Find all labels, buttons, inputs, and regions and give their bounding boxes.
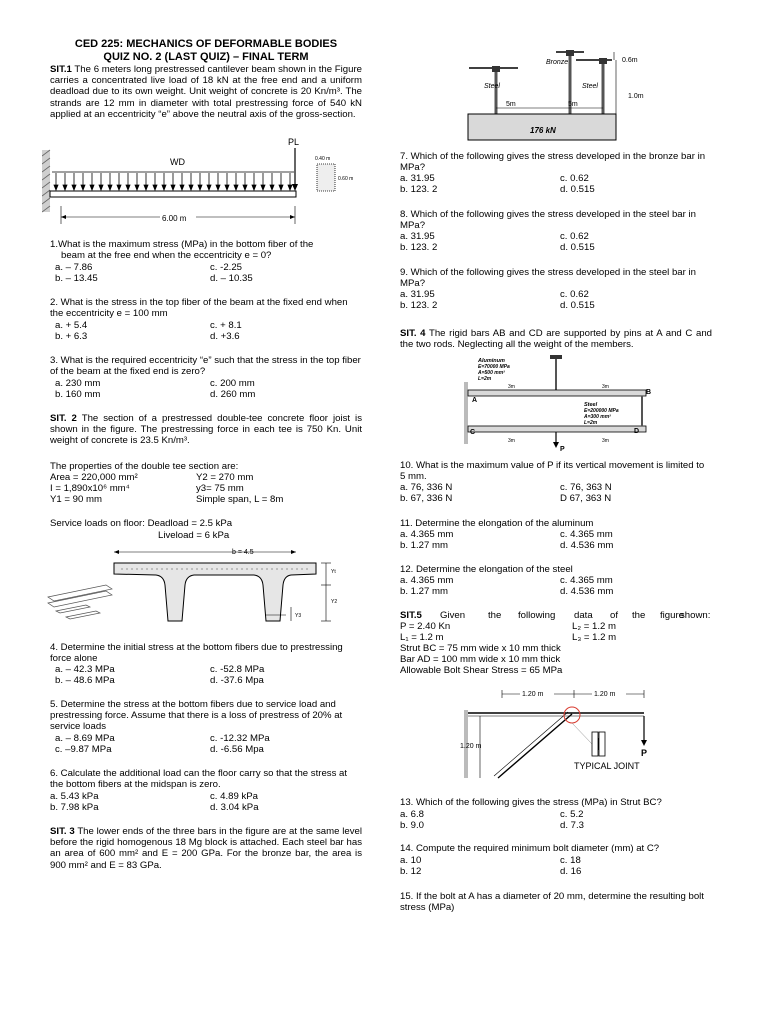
wd-arrow-head: [90, 185, 94, 190]
q4-choice-b[interactable]: b. – 48.6 MPa: [55, 675, 115, 686]
strut-bar-figure: [460, 686, 700, 786]
section-height: 0.60 m: [338, 176, 354, 182]
double-tee-figure: [46, 545, 364, 633]
sit3-text: [50, 826, 362, 871]
wd-arrow-head: [252, 185, 256, 190]
q3-choice-d[interactable]: d. 260 mm: [210, 389, 256, 400]
wd-arrow-head: [135, 185, 139, 190]
span-right-label: 5m: [568, 101, 578, 108]
rigid-bar-ab: [468, 390, 646, 396]
q6-choice-c[interactable]: c. 4.89 kPa: [210, 791, 258, 802]
q14-choice-a[interactable]: a. 10: [400, 855, 422, 866]
sit5-l2: L₂ = 1.2 m: [572, 621, 616, 632]
sit5-word-figure: figure: [660, 610, 684, 621]
wd-arrow-head: [180, 185, 184, 190]
sit5-allow: Allowable Bolt Shear Stress = 65 MPa: [400, 665, 563, 676]
wd-arrow-head: [216, 185, 220, 190]
al-e: E=70000 MPa: [478, 364, 510, 370]
cantilever-beam-figure: [42, 136, 364, 228]
wd-arrow-head: [288, 185, 292, 190]
q5-choice-d[interactable]: d. -6.56 Mpa: [210, 744, 264, 755]
dim-3m-4: 3m: [602, 438, 609, 444]
sit2-props-title: The properties of the double tee section are:: [50, 461, 239, 472]
wd-arrow-head: [117, 185, 121, 190]
q12-choices: [400, 575, 712, 597]
sit2-text: [50, 413, 362, 447]
q5-question: 5. Determine the stress at the bottom fibers due to service load and prestressing force. Assume that there is a loss of prestress of 20% at service loads: [50, 699, 343, 733]
q4-choices: [50, 664, 362, 686]
sit5-l3: L₃ = 1.2 m: [572, 632, 617, 643]
q3-choice-b[interactable]: b. 160 mm: [55, 389, 101, 400]
sit5-word-following: following: [518, 610, 556, 621]
wd-arrow-head: [225, 185, 229, 190]
sit1-label: SIT.1: [50, 64, 72, 75]
q7-question: 7. Which of the following gives the stress developed in the bronze bar in MPa?: [400, 151, 706, 174]
sit1-text: [50, 64, 362, 120]
q10-choice-a[interactable]: a. 76, 336 N: [400, 482, 453, 493]
load-p-label: P: [560, 446, 565, 453]
wd-arrow-head: [63, 185, 67, 190]
q4-choice-a[interactable]: a. – 42.3 MPa: [55, 664, 115, 675]
sit5-word-shown: shown:: [680, 610, 711, 621]
q10-choice-d[interactable]: D 67, 363 N: [560, 493, 612, 504]
q11-choice-c[interactable]: c. 4.365 mm: [560, 529, 613, 540]
sit5-bar: Bar AD = 100 mm wide x 10 mm thick: [400, 654, 561, 665]
q14-question: 14. Compute the required minimum bolt diameter (mm) at C?: [400, 843, 660, 854]
q2-choice-a[interactable]: a. + 5.4: [55, 320, 88, 331]
al-a: A=500 mm²: [478, 370, 505, 376]
wd-arrow-head: [108, 185, 112, 190]
q9-question: 9. Which of the following gives the stress developed in the steel bar in MPa?: [400, 267, 696, 290]
q11-choice-d[interactable]: d. 4.536 mm: [560, 540, 614, 551]
q14-choices: [400, 855, 712, 877]
wd-arrow-head: [279, 185, 283, 190]
wd-arrow-head: [54, 185, 58, 190]
sit5-word-the2: the: [632, 610, 646, 621]
q6-choice-a[interactable]: a. 5.43 kPa: [50, 791, 99, 802]
st-a: A=300 mm²: [584, 414, 611, 420]
q14-choice-c[interactable]: c. 18: [560, 855, 581, 866]
q8-question: 8. Which of the following gives the stress developed in the steel bar in MPa?: [400, 209, 696, 232]
span-left-label: 5m: [506, 101, 516, 108]
sit5-data: [400, 621, 712, 676]
dim-top-label: 0.6m: [622, 57, 638, 64]
q13-question: 13. Which of the following gives the stress (MPa) in Strut BC?: [400, 797, 662, 808]
wd-label: WD: [170, 157, 185, 167]
dim-l2-label: 1.20 m: [522, 691, 544, 698]
q3-choice-c[interactable]: c. 200 mm: [210, 378, 255, 389]
q7-choices: [400, 173, 712, 195]
q10-choice-c[interactable]: c. 76, 363 N: [560, 482, 612, 493]
pl-label: PL: [288, 137, 300, 147]
sit5-label: SIT.5: [400, 610, 422, 621]
prop-y1: Y1 = 90 mm: [50, 494, 102, 505]
sit5-word-data: data: [574, 610, 593, 621]
sit2-body: The section of a prestressed double-tee concrete floor joist is shown in the figure. The prestressing force in each tee is 750 Kn. Unit weight of concrete is 23.5 Kn/m³.: [50, 413, 362, 447]
prop-y3: y3= 75 mm: [196, 483, 244, 494]
q2-choice-d[interactable]: d. +3.6: [210, 331, 240, 342]
sit5-heading: [400, 610, 712, 621]
q6-choice-b[interactable]: b. 7.98 kPa: [50, 802, 99, 813]
q12-choice-d[interactable]: d. 4.536 mm: [560, 586, 614, 597]
q7-choice-c[interactable]: c. 0.62: [560, 173, 589, 184]
q10-question: 10. What is the maximum value of P if its vertical movement is limited to 5 mm.: [400, 460, 705, 483]
wd-arrow-head: [171, 185, 175, 190]
st-e: E=200000 MPa: [584, 408, 619, 414]
q11-question: 11. Determine the elongation of the aluminum: [400, 518, 594, 529]
q3-choice-a[interactable]: a. 230 mm: [55, 378, 101, 389]
course-title: CED 225: MECHANICS OF DEFORMABLE BODIES: [74, 38, 338, 50]
q8-choice-d[interactable]: d. 0.515: [560, 242, 595, 253]
st-l: L=2m: [584, 420, 598, 426]
q6-choice-d[interactable]: d. 3.04 kPa: [210, 802, 259, 813]
sit5-word-given: Given: [440, 610, 466, 621]
steel-left-label: Steel: [484, 83, 500, 90]
service-liveload: Liveload = 6 kPa: [158, 530, 230, 541]
wd-arrow-head: [144, 185, 148, 190]
q13-choice-b[interactable]: b. 9.0: [400, 820, 425, 831]
q13-choice-c[interactable]: c. 5.2: [560, 809, 584, 820]
q11-choice-b[interactable]: b. 1.27 mm: [400, 540, 448, 551]
q2-choice-c[interactable]: c. + 8.1: [210, 320, 242, 331]
load-label: 176 kN: [530, 126, 556, 135]
q9-choice-d[interactable]: d. 0.515: [560, 300, 595, 311]
q7-choice-d[interactable]: d. 0.515: [560, 184, 595, 195]
three-bars-figure: [464, 36, 684, 144]
rigid-bar-cd: [468, 426, 646, 432]
wd-arrow-head: [243, 185, 247, 190]
q4-question: 4. Determine the initial stress at the bottom fibers due to prestressing force alone: [50, 642, 343, 665]
q13-choices: [400, 809, 712, 831]
q14-choice-d[interactable]: d. 16: [560, 866, 582, 877]
wd-arrow-head: [189, 185, 193, 190]
q4-choice-d[interactable]: d. -37.6 Mpa: [210, 675, 264, 686]
steel-right-label: Steel: [582, 83, 598, 90]
q8-choice-b[interactable]: b. 123. 2: [400, 242, 438, 253]
sit3-body: The lower ends of the three bars in the figure are at the same level before the rigid homogenous 18 Mg block is attached. Each steel bar has an area of 600 mm² and E = 200 GPa. For the bronze bar, the area is 900 mm² and E = 83 GPa.: [50, 826, 363, 871]
q3-question: 3. What is the required eccentricity “e” such that the stress in the top fiber of the beam at the fixed end is zero?: [50, 355, 361, 378]
beam-length-label: 6.00 m: [162, 214, 187, 223]
wd-arrow-head: [81, 185, 85, 190]
wd-arrow-head: [207, 185, 211, 190]
q1-choice-d[interactable]: d. – 10.35: [210, 273, 253, 284]
dim-l1-label: 1.20 m: [460, 743, 482, 750]
sit5-l1: L₁ = 1.2 m: [400, 632, 444, 643]
q1-choice-c[interactable]: c. -2.25: [210, 262, 242, 273]
dim-l3-label: 1.20 m: [594, 691, 616, 698]
q5-choices: [50, 733, 362, 755]
joint-highlight: [564, 707, 580, 723]
rigid-bars-figure: [464, 354, 664, 454]
q12-choice-b[interactable]: b. 1.27 mm: [400, 586, 448, 597]
pin-d-label: D: [634, 428, 640, 435]
bronze-label: Bronze: [546, 59, 569, 66]
q5-choice-b[interactable]: c. –9.87 MPa: [55, 744, 112, 755]
q2-choices: [50, 320, 362, 342]
al-name: Aluminum: [478, 358, 505, 364]
q8-choice-c[interactable]: c. 0.62: [560, 231, 589, 242]
wd-arrow-head: [261, 185, 265, 190]
pin-c-label: C: [470, 429, 476, 436]
q6-question: 6. Calculate the additional load can the floor carry so that the stress at the bottom fibers at the midspan is zero.: [50, 768, 348, 791]
beam: [50, 191, 296, 197]
sit5-word-the1: the: [488, 610, 502, 621]
prop-span: Simple span, L = 8m: [196, 494, 284, 505]
dim-3m-3: 3m: [508, 438, 515, 444]
sit4-label: SIT. 4: [400, 328, 426, 339]
q9-choices: [400, 289, 712, 311]
sit1-body: The 6 meters long prestressed cantilever beam shown in the Figure carries a concentrated live load of 18 kN at the free end and a uniform deadload due to its own weight. Unit weight of concrete is 20 Kn/m³. The strands are 12 mm in diameter with total prestressing force of 540 kN applied at an eccentricity “e” above the neutral axis of the gross-section.: [50, 64, 362, 120]
strut-bc: [498, 714, 572, 778]
q9-choice-a[interactable]: a. 31.95: [400, 289, 435, 300]
dim-3m-1: 3m: [508, 384, 515, 390]
st-name: Steel: [584, 402, 598, 408]
y2-label: Y2: [331, 599, 338, 605]
al-l: L=2m: [478, 376, 492, 382]
sit2-props: [50, 472, 362, 505]
q4-choice-c[interactable]: c. -52.8 MPa: [210, 664, 265, 675]
wd-arrow-head: [162, 185, 166, 190]
sit2-label: SIT. 2: [50, 413, 77, 424]
q11-choices: [400, 529, 712, 551]
sit4-text: [400, 328, 712, 350]
q2-choice-b[interactable]: b. + 6.3: [55, 331, 88, 342]
q13-choice-a[interactable]: a. 6.8: [400, 809, 425, 820]
wd-arrow-head: [234, 185, 238, 190]
q1-choice-b[interactable]: b. – 13.45: [55, 273, 98, 284]
q1-question-cont: beam at the free end when the eccentricity e = 0?: [61, 250, 272, 261]
q11-choice-a[interactable]: a. 4.365 mm: [400, 529, 454, 540]
wd-arrow-head: [153, 185, 157, 190]
q3-choices: [50, 378, 362, 400]
q8-choice-a[interactable]: a. 31.95: [400, 231, 435, 242]
pin-a-label: A: [472, 397, 478, 404]
y3-label: Y3: [295, 613, 302, 619]
q13-choice-d[interactable]: d. 7.3: [560, 820, 585, 831]
q10-choices: [400, 482, 712, 504]
wd-arrow-head: [72, 185, 76, 190]
q7-choice-a[interactable]: a. 31.95: [400, 173, 435, 184]
sit5-p: P = 2.40 Kn: [400, 621, 451, 632]
q2-question: 2. What is the stress in the top fiber of the beam at the fixed end when the eccentricity e = 100 mm: [50, 297, 348, 320]
q8-choices: [400, 231, 712, 253]
cross-section: [317, 164, 335, 191]
prop-inertia: I = 1,890x10⁶ mm⁴: [50, 483, 130, 494]
q1-choices: [50, 262, 362, 284]
sit3-label: SIT. 3: [50, 826, 75, 837]
q9-choice-c[interactable]: c. 0.62: [560, 289, 589, 300]
prop-area: Area = 220,000 mm²: [50, 472, 138, 483]
q15-question: 15. If the bolt at A has a diameter of 20 mm, determine the resulting bolt stress (MPa): [400, 891, 704, 914]
q12-choice-a[interactable]: a. 4.365 mm: [400, 575, 454, 586]
q14-choice-b[interactable]: b. 12: [400, 866, 422, 877]
yt-label: Yt: [331, 569, 336, 575]
sit4-body: The rigid bars AB and CD are supported by pins at A and C and the two rods. Neglecting all the weight of the members.: [400, 328, 712, 351]
q12-question: 12. Determine the elongation of the steel: [400, 564, 573, 575]
sit5-word-of: of: [610, 610, 619, 621]
q5-choice-c[interactable]: c. -12.32 MPa: [210, 733, 270, 744]
q12-choice-c[interactable]: c. 4.365 mm: [560, 575, 613, 586]
dim-3m-2: 3m: [602, 384, 609, 390]
double-tee-section: [114, 563, 316, 621]
q6-choices: [50, 791, 362, 813]
wd-arrow-head: [270, 185, 274, 190]
pin-b-label: B: [646, 389, 652, 396]
prop-y2: Y2 = 270 mm: [196, 472, 254, 483]
q5-choice-a[interactable]: a. – 8.69 MPa: [55, 733, 115, 744]
typical-joint-label: TYPICAL JOINT: [574, 761, 640, 771]
q9-choice-b[interactable]: b. 123. 2: [400, 300, 438, 311]
flange-width-label: b = 4.5: [232, 549, 254, 556]
dim-side-label: 1.0m: [628, 93, 644, 100]
sit5-strut: Strut BC = 75 mm wide x 10 mm thick: [400, 643, 561, 654]
wd-arrow-head: [99, 185, 103, 190]
service-deadload: Service loads on floor: Deadload = 2.5 kPa: [50, 518, 233, 529]
quiz-title: QUIZ NO. 2 (LAST QUIZ) – FINAL TERM: [103, 51, 309, 63]
sit5-p-label: P: [641, 748, 648, 758]
wd-arrow-head: [126, 185, 130, 190]
section-width: 0.40 m: [315, 156, 331, 162]
q10-choice-b[interactable]: b. 67, 336 N: [400, 493, 453, 504]
q7-choice-b[interactable]: b. 123. 2: [400, 184, 438, 195]
q1-choice-a[interactable]: a. – 7.86: [55, 262, 93, 273]
wd-arrow-head: [198, 185, 202, 190]
q1-question: 1.What is the maximum stress (MPa) in the bottom fiber of the: [50, 239, 314, 250]
